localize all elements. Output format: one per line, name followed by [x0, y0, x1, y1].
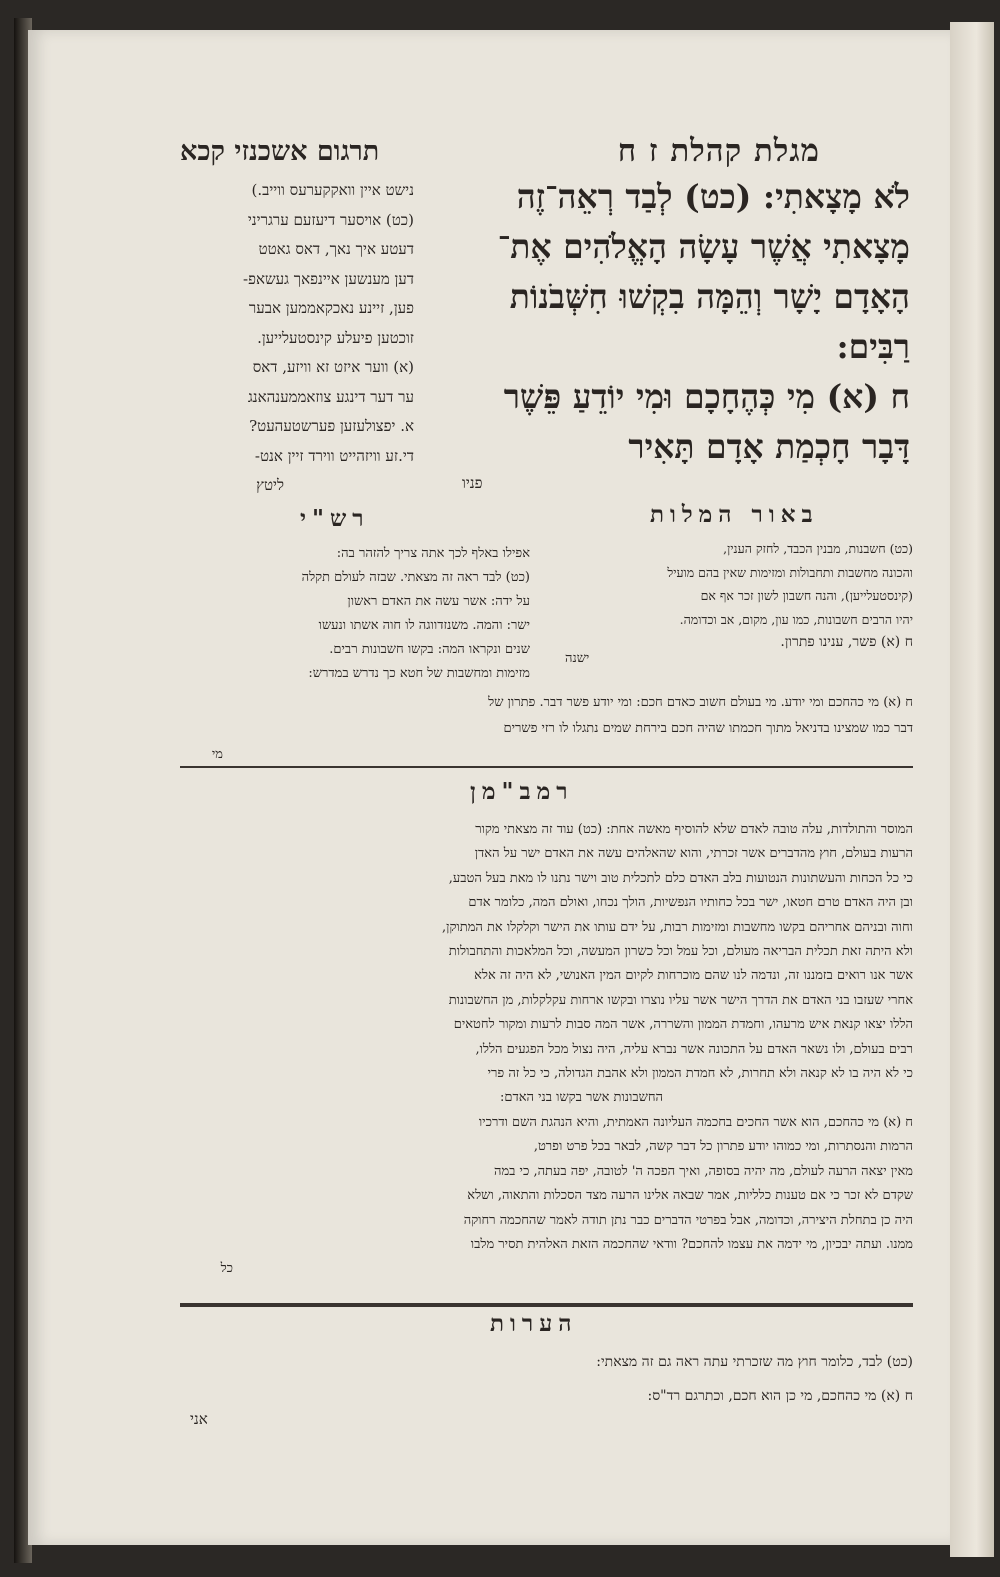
biur-title: באור המלות [650, 501, 819, 528]
ramban-line: וחוה ובניהם אחריהם בקשו מחשבות ומזימות רבות, על ידם עותו את הישר וקלקלו את המתוקן, [442, 919, 913, 935]
notes-title: הערות [490, 1310, 578, 1337]
ramban-line: היה כן בתחלת היצירה, וכדומה, אבל בפרטי הדברים כבר נתן תודה לאמר שהחכמה רחוקה [463, 1212, 913, 1228]
biur-line: (קינסטעלייען), והנה חשבון לשון זכר אף אם [700, 588, 913, 603]
notes-section [305, 1345, 913, 1413]
notes-divider [180, 1303, 913, 1307]
ramban-line: ח (א) מי כהחכם, הוא אשר החכים בחכמה העליונה האמתית, והיא הנהגת השם ודרכיו [478, 1114, 913, 1130]
targum-column [186, 176, 414, 501]
rashi-full-line: ח (א) מי כהחכם ומי יודע. מי בעולם חשוב כאדם חכם: ומי יודע פשר דבר. פתרון של [488, 695, 913, 710]
targum-line: פען, זיינע נאכקאממען אבער [248, 299, 414, 317]
rashi-line: ישר: והמה. משנזדווגה לו חוה אשתו ונעשו [318, 618, 530, 633]
note-line: (כט) לבד, כלומר חוץ מה שזכרתי עתה ראה גם זה מצאתי: [596, 1354, 913, 1370]
rashi-line: שנים ונקראו המה: בקשו חשבונות רבים. [329, 642, 530, 657]
ramban-line: הרעות בעולם, חוץ מהדברים אשר זכרתי, והוא שהאלהים עשה את האדם ישר על האדן [474, 846, 913, 862]
ramban-line: כי לא היה בו לא קנאה ולא תחרות, לא חמדת הממון ולא אהבת הגדולה, כי כל זה פרי [487, 1066, 913, 1082]
note-line: ח (א) מי כהחכם, מי כן הוא חכם, וכתרגם רד"ס: [647, 1388, 913, 1404]
targum-line: זוכטען פיעלע קינסטעלייען. [257, 328, 414, 347]
biur-line: והכונה מחשבות ותחבולות ומזימות שאין בהם מועיל [667, 564, 913, 580]
targum-line: דען מענשען איינפאך געשאפ- [243, 269, 414, 288]
ramban-line: הללו יצאו קנאת איש מרעהו, וחמדת הממון והשררה, אשר המה סבות לרעות ומקור לחטאים [453, 1017, 913, 1033]
targum-line: (כט) אויסער דיעזעם ערגריני [247, 210, 414, 229]
biur-commentary [535, 537, 913, 655]
biur-line: (כט) חשבנות, מבנין הכבד, לחזק הענין, [723, 541, 913, 556]
rashi-line: מזימות ומחשבות של חטא כך נדרש במדרש: [308, 666, 530, 681]
ramban-line: רבים בעולם, ולו נשאר האדם על התכונה אשר נברא עליה, היה נצול מכל הפגעים הללו, [475, 1041, 913, 1057]
page-fore-edge [950, 22, 994, 1557]
main-text-line: מָצָאתִי אֲשֶׁר עָשָׂה הָאֱלֹהִים אֶת־ [497, 227, 910, 266]
rashi-full-line: מי [211, 747, 223, 762]
ramban-line: אחרי שעזבו בני האדם את הדרך הישר אשר עליו נוצרו ובקשו ארחות עקלקלות, מן החשבונות [448, 992, 913, 1008]
rashi-full-width [185, 690, 913, 768]
ramban-line: אשר אנו רואים בזמננו זה, ונדמה לנו שהם מוכרחות לקיום המין האנושי, לא היה זה אלא [474, 968, 913, 984]
ramban-line: שקדם לא זכר כי אם טענות כלליות, אמר שבאה אלינו הרעה מצד הסכלות והתאוה, ושלא [467, 1188, 913, 1204]
rashi-line: (כט) לבד ראה זה מצאתי. שבזה לעולם תקלה [301, 570, 530, 585]
section-divider [180, 766, 913, 768]
main-text-line: ח (א) מִי כְּהֶחָכָם וּמִי יוֹדֵעַ פֵּשֶׁר [503, 377, 910, 416]
targum-line: נישט איין וואקקערעס ווייב.) [251, 181, 414, 199]
ramban-line: כי כל הכחות והעשתונות הנטועות בלב האדם כלם לתכלית טוב וישר נתנו לו מאת בעל הטבע, [448, 870, 913, 886]
ramban-line: החשבונות אשר בקשו בני האדם: [499, 1090, 663, 1106]
rashi-commentary [185, 542, 530, 686]
main-text-line: רַבִּים: [836, 327, 910, 366]
ramban-line: ממנו. ועתה יבכיון, מי ידמה את עצמו להחכם? וודאי שהחכמה הזאת האלהית תסיר מלבו [470, 1236, 913, 1252]
targum-line: ער דער דינגע צוזאממענהאנג [247, 387, 414, 406]
main-text-line: לֹא מָצָאתִי: (כט) לְבַד רְאֵה־זֶה [516, 177, 910, 216]
targum-line: (א) ווער איזט זא וויזע, דאס [252, 358, 414, 376]
main-text-line: הָאָדָם יָשָׁר וְהֵמָּה בִקְשׁוּ חִשְּׁבֹנוֹת [509, 277, 910, 316]
ramban-line: כל [220, 1261, 233, 1277]
targum-line: ליטץ [256, 476, 284, 494]
biur-catchword: ישנה [565, 651, 590, 666]
biur-line: ח (א) פשר, ענינו פתרון. [780, 634, 913, 650]
catchword-end: אני [190, 1410, 208, 1428]
main-text-line: דָּבָר חָכְמַת אָדָם תָּאִיר [628, 427, 910, 466]
ramban-line: המוסר והתולדות, עלה טובה לאדם שלא להוסיף מאשה אחת: (כט) עוד זה מצאתי מקור [475, 822, 913, 837]
running-header-right: מגלת קהלת ז ח [617, 133, 820, 169]
ramban-title: רמב"מן [470, 778, 574, 805]
ramban-line: ובן היה האדם טרם חטאו, ישר בכל כחותיו הנפשיות, הולך נכחו, ואולם המה, כלומר אדם [468, 895, 913, 911]
ramban-line: מאין יצאה הרעה לעולם, מה יהיה בסופה, ואיך הפכה ה' לטובה, יפה בעתה, כי במה [493, 1163, 913, 1179]
targum-line: די.זע וויזהייט ווירד זיין אנט- [254, 446, 414, 465]
rashi-line: אפילו באלף לכך אתה צריך להזהר בה: [336, 546, 530, 561]
catchword-main: פניו [462, 474, 483, 492]
rashi-line: על ידה: אשר עשה את האדם ראשון [347, 594, 530, 609]
ramban-line: ולא היתה זאת תכלית הבריאה מעולם, וכל עמל וכל כשרון המעשה, וכל המלאכות והתחבולות [448, 944, 913, 960]
targum-line: דעטע איך נאך, דאס גאטט [258, 240, 414, 258]
ramban-commentary [185, 818, 913, 1282]
main-hebrew-text [435, 172, 910, 472]
rashi-title: רש"י [300, 505, 370, 532]
biur-line: יהיו הרבים חשבונות, כמו עון, מקום, אב וכדומה. [679, 611, 913, 627]
running-header-left: תרגום אשכנזי קכא [180, 136, 380, 167]
ramban-line: הרמות והנסתרות, ומי כמוהו יודע פתרון כל דבר קשה, לבאר בכל פרט ופרט, [533, 1139, 913, 1155]
rashi-full-line: דבר כמו שמצינו בדניאל מתוך חכמתו שהיה חכם בירחת שמים נתגלו לו רזי פשרים [503, 721, 913, 736]
targum-line: א. יפצולעזען פערשטעהעט? [249, 417, 414, 435]
